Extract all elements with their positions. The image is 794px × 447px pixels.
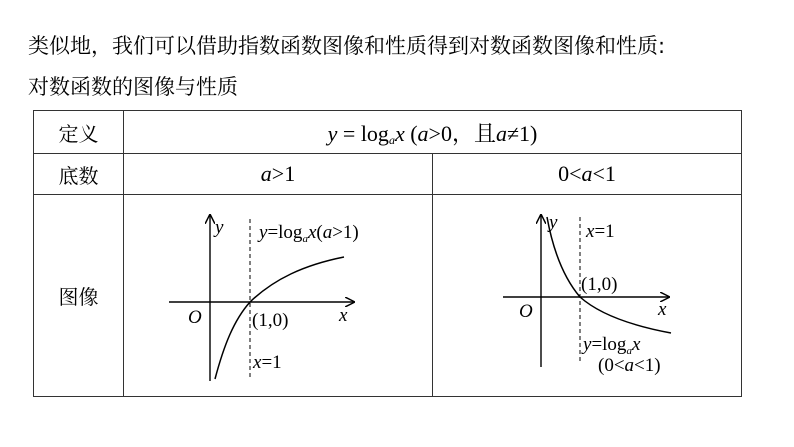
graph-cell-a-greater-1	[124, 195, 433, 397]
origin-label: O	[188, 307, 202, 328]
asymptote-label: x=1	[253, 352, 282, 373]
graph-a-greater-1	[124, 195, 433, 396]
definition-row	[34, 111, 742, 154]
section-heading: 对数函数的图像与性质	[28, 75, 238, 99]
base-label: 底数	[34, 154, 124, 195]
base-case-greater-than-one: a>1	[124, 154, 433, 195]
x-axis-label: x	[339, 305, 348, 326]
curve-label: $y=\log_ax(a>1)$	[259, 222, 359, 245]
x-axis-label: x	[658, 299, 667, 320]
graph-cell-a-between-0-1	[433, 195, 742, 397]
point-label: (1,0)	[581, 274, 618, 295]
curve-label-condition: (0<a<1)	[598, 355, 661, 376]
asymptote-label: x=1	[586, 221, 615, 242]
intro-text: 类似地，我们可以借助指数函数图像和性质得到对数函数图像和性质:	[28, 34, 666, 58]
y-axis-label: y	[215, 217, 224, 238]
graph-a-between-0-1	[433, 195, 742, 396]
definition-formula: $y = \log_ax$ (a>0，且a≠1)	[124, 111, 742, 154]
y-axis-label: y	[549, 212, 558, 233]
base-row	[34, 154, 742, 195]
log-function-properties-table	[33, 110, 742, 397]
graph-label: 图像	[34, 195, 124, 397]
graph-row	[34, 195, 742, 397]
curve-label: $y=\log_ax$	[583, 334, 641, 357]
origin-label: O	[519, 301, 533, 322]
base-case-between-zero-and-one: 0<a<1	[433, 154, 742, 195]
point-label: (1,0)	[252, 310, 289, 331]
definition-label: 定义	[34, 111, 124, 154]
